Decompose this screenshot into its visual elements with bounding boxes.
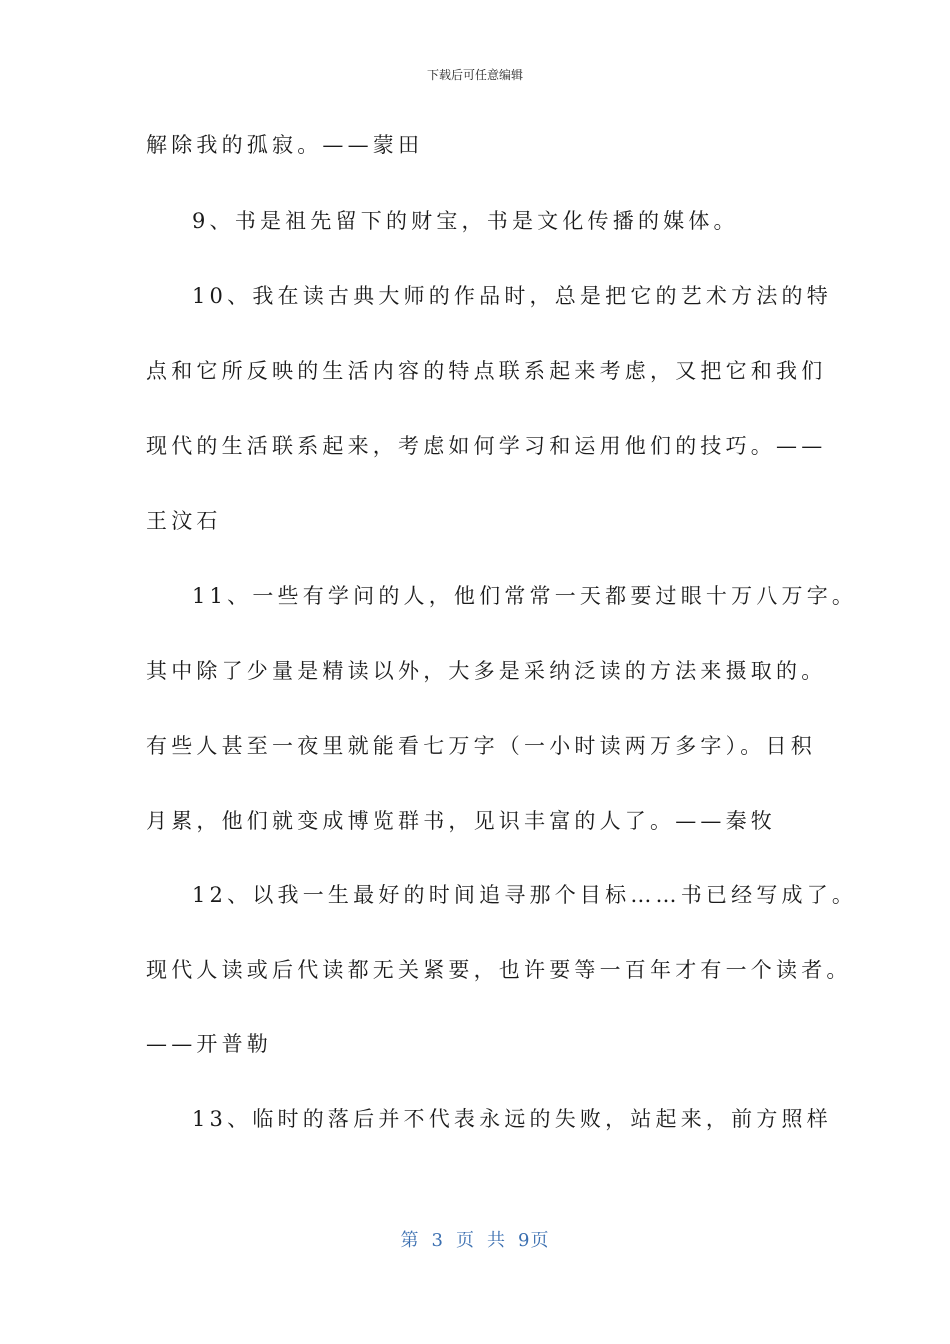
text-line: 现代的生活联系起来，考虑如何学习和运用他们的技巧。—— bbox=[146, 434, 827, 458]
footer-label-di: 第 bbox=[400, 1230, 420, 1251]
text-line: 有些人甚至一夜里就能看七万字（一小时读两万多字）。日积 bbox=[146, 734, 816, 758]
text-line: 月累，他们就变成博览群书，见识丰富的人了。——秦牧 bbox=[146, 809, 776, 833]
page-footer bbox=[0, 1226, 950, 1252]
text-line: 解除我的孤寂。——蒙田 bbox=[146, 133, 424, 157]
text-line: 现代人读或后代读都无关紧要，也许要等一百年才有一个读者。 bbox=[146, 958, 852, 982]
text-line: 9、书是祖先留下的财宝，书是文化传播的媒体。 bbox=[192, 209, 739, 233]
page-header: 下载后可任意编辑 bbox=[426, 68, 523, 82]
text-line: 10、我在读古典大师的作品时，总是把它的艺术方法的特 bbox=[192, 284, 832, 308]
text-line: 王汶石 bbox=[146, 509, 222, 533]
text-line: 其中除了少量是精读以外，大多是采纳泛读的方法来摄取的。 bbox=[146, 659, 827, 683]
text-line: 12、以我一生最好的时间追寻那个目标……书已经写成了。 bbox=[192, 883, 858, 907]
text-line: 13、临时的落后并不代表永远的失败，站起来，前方照样 bbox=[192, 1107, 832, 1131]
footer-label-gong: 共 bbox=[487, 1230, 506, 1251]
text-line: ——开普勒 bbox=[146, 1032, 272, 1056]
footer-label-ye: 页 bbox=[456, 1230, 475, 1251]
page-current-number: 3 bbox=[431, 1230, 444, 1251]
text-line: 点和它所反映的生活内容的特点联系起来考虑，又把它和我们 bbox=[146, 359, 827, 383]
page-total-number: 9页 bbox=[518, 1230, 550, 1251]
text-line: 11、一些有学问的人，他们常常一天都要过眼十万八万字。 bbox=[192, 584, 858, 608]
